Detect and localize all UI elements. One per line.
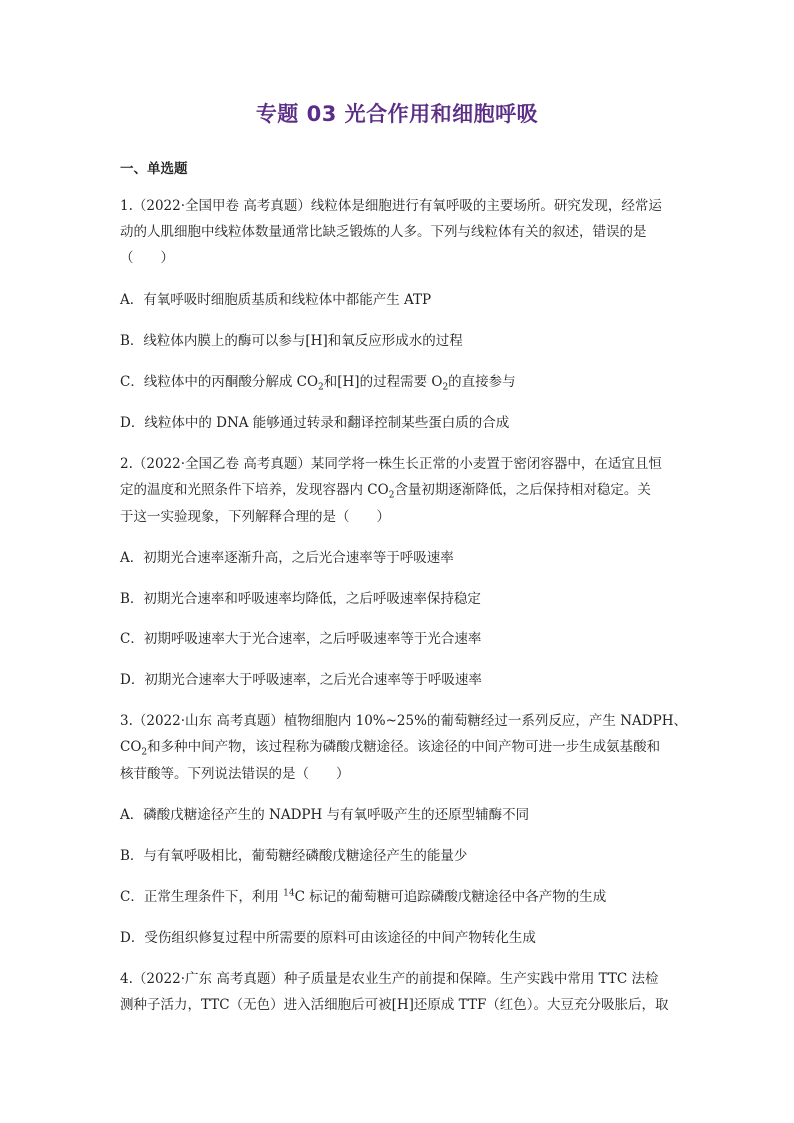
- q1-line-1: 1.（2022·全国甲卷 高考真题）线粒体是细胞进行有氧呼吸的主要场所。研究发现，经常运: [120, 198, 662, 214]
- q3-option-c-sup: 14: [283, 888, 295, 899]
- q3-option-a: A．磷酸戊糖途径产生的 NADPH 与有氧呼吸产生的还原型辅酶不同: [120, 807, 530, 823]
- q2-option-a: A．初期光合速率逐渐升高，之后光合速率等于呼吸速率: [120, 550, 454, 566]
- q2-option-b: B．初期光合速率和呼吸速率均降低，之后呼吸速率保持稳定: [120, 591, 481, 607]
- q1-option-c-text-2: 和[H]的过程需要 O: [323, 374, 443, 390]
- q2-line-1: 2.（2022·全国乙卷 高考真题）某同学将一株生长正常的小麦置于密闭容器中，在适宜且恒: [120, 456, 662, 472]
- q3-option-d: D．受伤组织修复过程中所需要的原料可由该途径的中间产物转化生成: [120, 930, 536, 946]
- q3-option-b: B．与有氧呼吸相比，葡萄糖经磷酸戊糖途径产生的能量少: [120, 848, 468, 864]
- q1-option-c-text-1: C．线粒体中的丙酮酸分解成 CO: [120, 374, 319, 390]
- q1-line-3: （ ）: [120, 250, 174, 266]
- q1-line-2: 动的人肌细胞中线粒体数量通常比缺乏锻炼的人多。下列与线粒体有关的叙述，错误的是: [120, 224, 647, 240]
- q3-option-c-text-1: C．正常生理条件下，利用: [120, 889, 284, 905]
- q1-option-c: [120, 372, 516, 392]
- q3-option-c: [120, 887, 606, 907]
- q2-option-d: D．初期光合速率大于呼吸速率，之后光合速率等于呼吸速率: [120, 672, 482, 688]
- q2-line-2-sub: 2: [388, 490, 395, 501]
- q1-option-c-sub-2: 2: [442, 382, 449, 393]
- q3-line-1: 3.（2022·山东 高考真题）植物细胞内 10%~25%的葡萄糖经过一系列反应，产生 NADPH、: [120, 713, 687, 729]
- q4-line-1: 4.（2022·广东 高考真题）种子质量是农业生产的前提和保障。生产实践中常用 TTC 法检: [120, 971, 659, 987]
- q3-line-2-text-2: 和多种中间产物，该过程称为磷酸戊糖途径。该途径的中间产物可进一步生成氨基酸和: [147, 739, 661, 755]
- q2-line-3: 于这一实验现象，下列解释合理的是（ ）: [120, 509, 390, 525]
- q1-option-c-text-3: 的直接参与: [448, 374, 516, 390]
- q1-option-d: D．线粒体中的 DNA 能够通过转录和翻译控制某些蛋白质的合成: [120, 415, 510, 431]
- q1-option-a: A．有氧呼吸时细胞质基质和线粒体中都能产生 ATP: [120, 292, 432, 308]
- q3-line-2-sub: 2: [141, 747, 148, 758]
- q3-line-2-text-1: CO: [120, 739, 142, 755]
- q2-line-2-text-2: 含量初期逐渐降低，之后保持相对稳定。关: [394, 482, 651, 498]
- q1-option-b: B．线粒体内膜上的酶可以参与[H]和氧反应形成水的过程: [120, 333, 463, 349]
- q2-line-2-text-1: 定的温度和光照条件下培养，发现容器内 CO: [120, 482, 389, 498]
- q2-option-c: C．初期呼吸速率大于光合速率，之后呼吸速率等于光合速率: [120, 631, 482, 647]
- q3-line-3: 核苷酸等。下列说法错误的是（ ）: [120, 766, 350, 782]
- q2-line-2: [120, 480, 651, 500]
- page-title: 专题 03 光合作用和细胞呼吸: [255, 102, 539, 126]
- q4-line-2: 测种子活力，TTC（无色）进入活细胞后可被[H]还原成 TTF（红色）。大豆充分吸胀后，取: [120, 997, 669, 1013]
- q1-option-c-sub-1: 2: [318, 382, 324, 393]
- q3-option-c-text-2: C 标记的葡萄糖可追踪磷酸戊糖途径中各产物的生成: [294, 889, 607, 905]
- section-heading: 一、单选题: [120, 161, 188, 177]
- q3-line-2: [120, 737, 660, 757]
